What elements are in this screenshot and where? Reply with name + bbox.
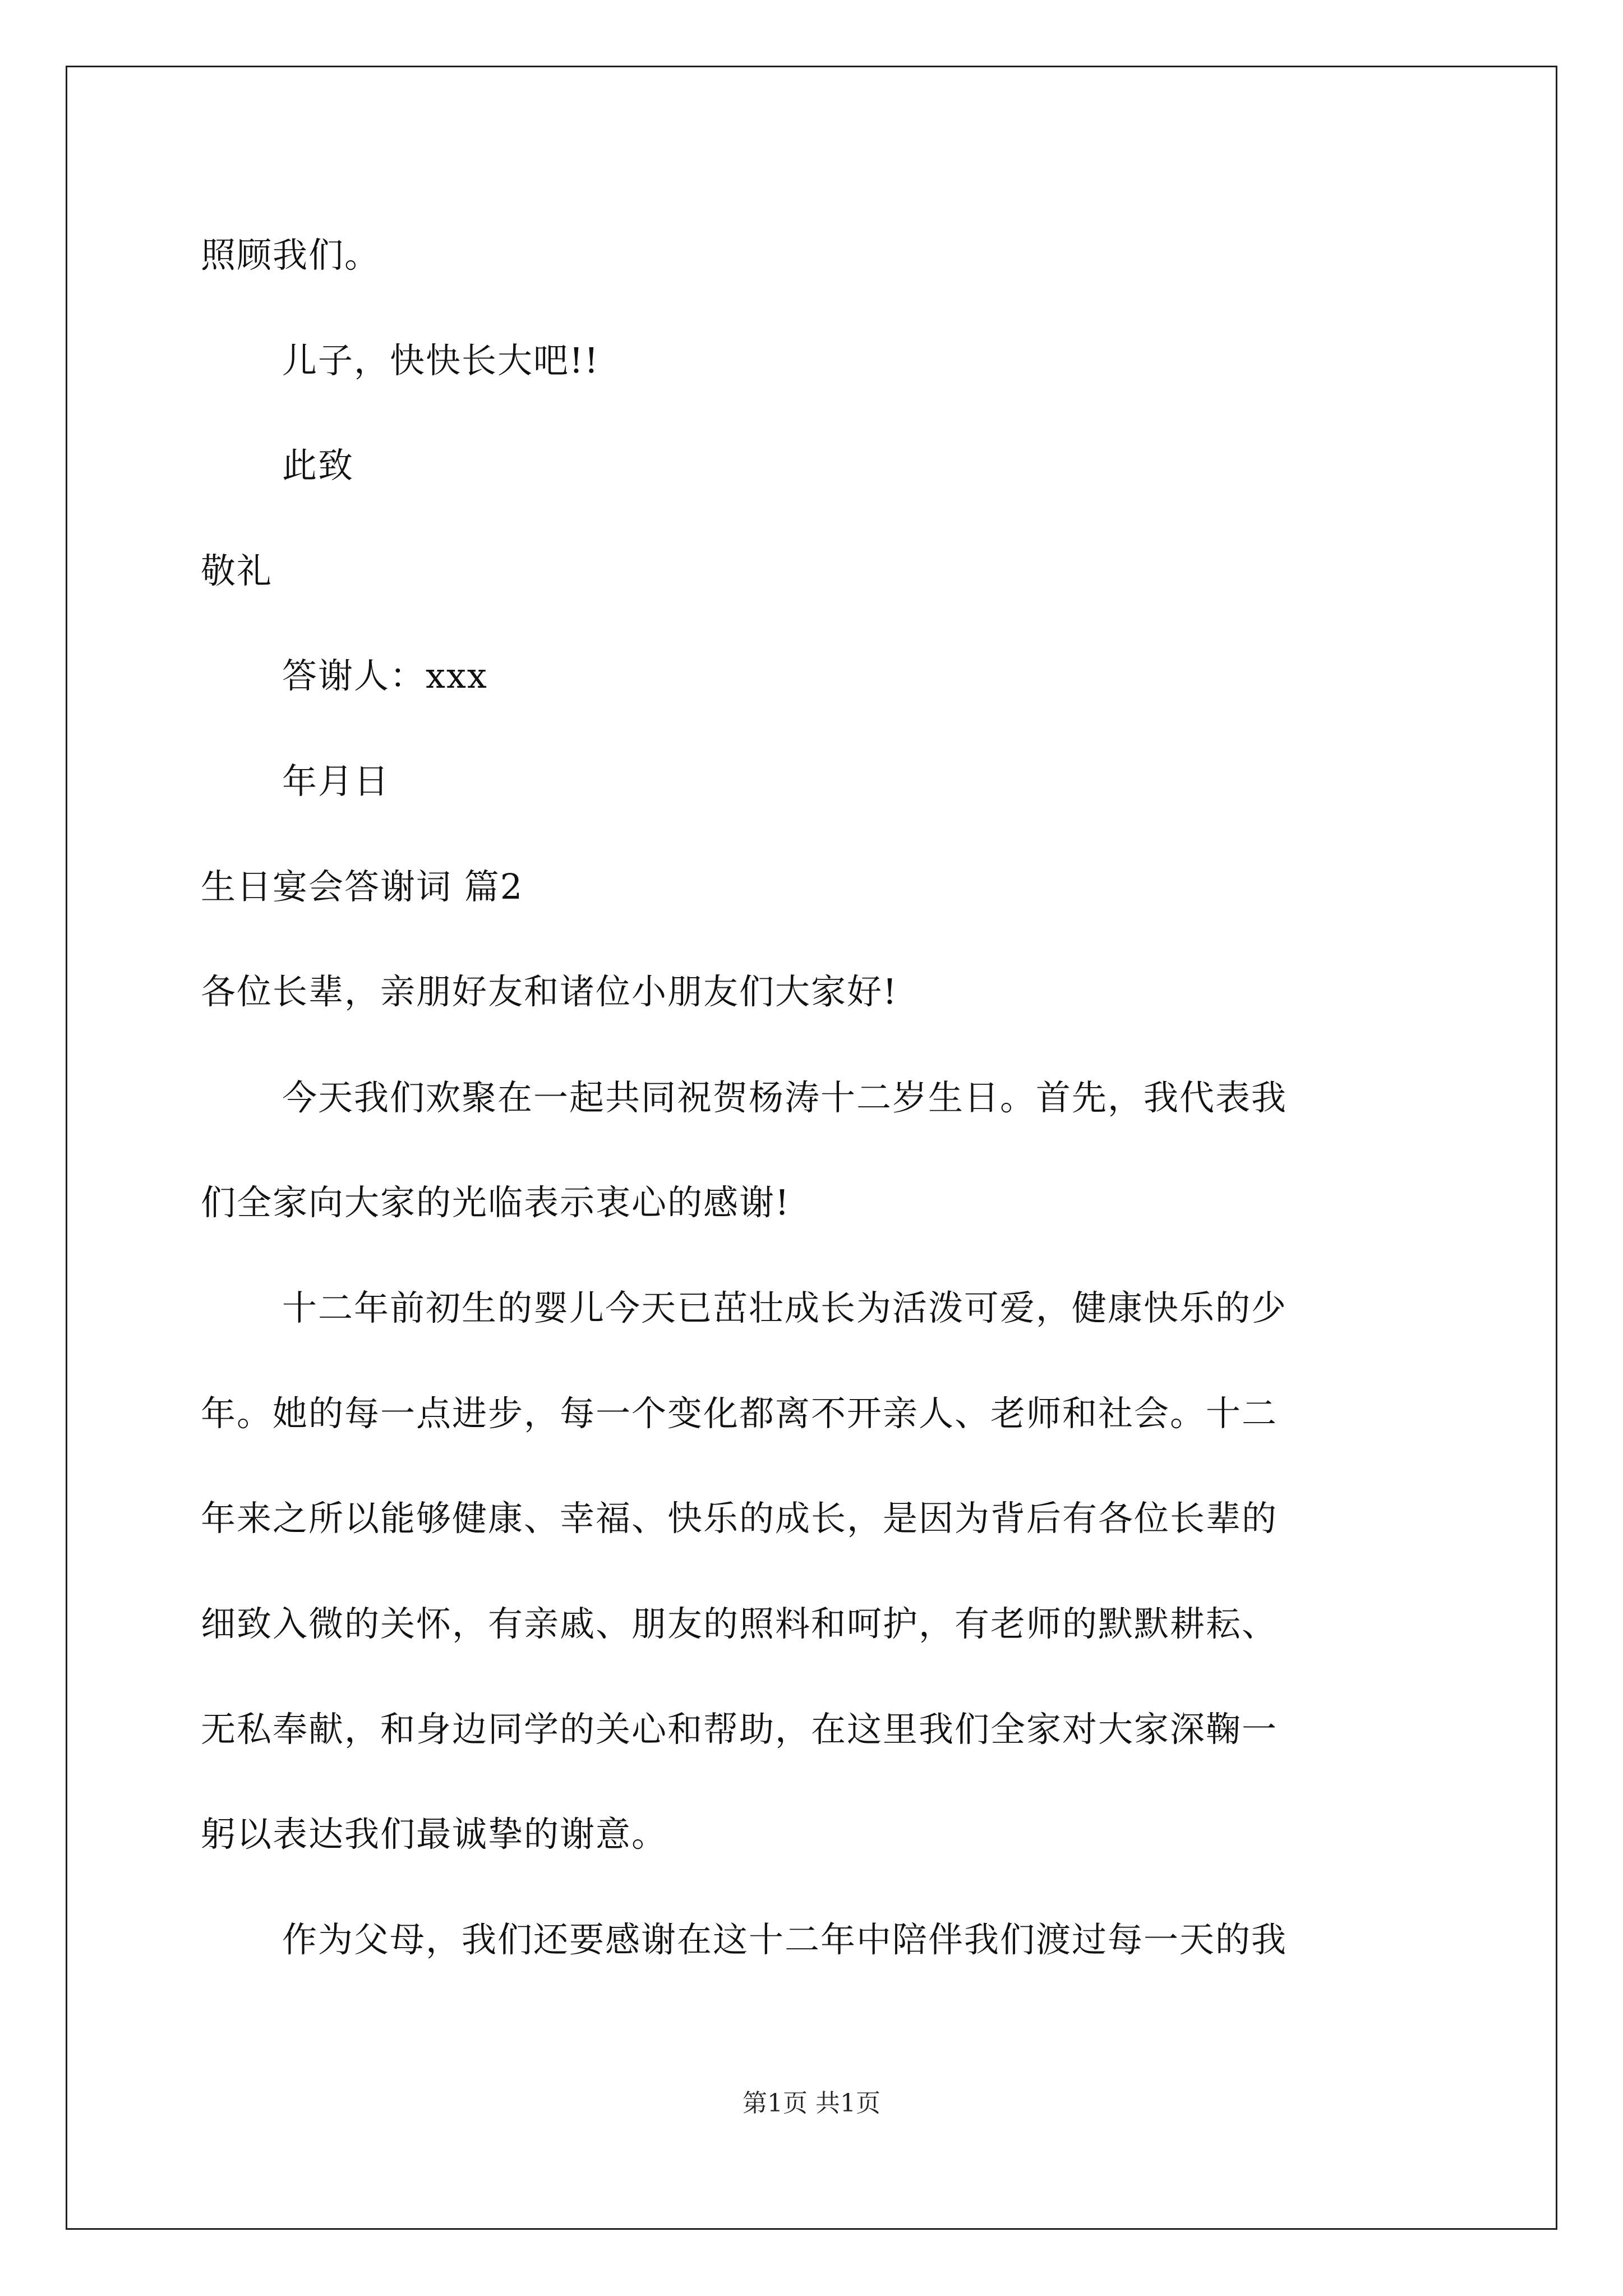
page-footer: 第1页 共1页 <box>743 2089 880 2118</box>
paragraph-2-line-2: 年。她的每一点进步，每一个变化都离不开亲人、老师和社会。十二 <box>201 1393 1278 1434</box>
paragraph-2-line-1: 十二年前初生的婴儿今天已茁壮成长为活泼可爱，健康快乐的少 <box>282 1287 1288 1328</box>
paragraph-2-line-3: 年来之所以能够健康、幸福、快乐的成长，是因为背后有各位长辈的 <box>201 1498 1278 1539</box>
paragraph-3-line-1: 作为父母，我们还要感谢在这十二年中陪伴我们渡过每一天的我 <box>282 1919 1288 1960</box>
text-line-date: 年月日 <box>282 761 390 802</box>
text-line-signer: 答谢人：xxx <box>282 655 488 696</box>
page-border <box>66 66 1557 2230</box>
text-line-regards: 敬礼 <box>201 550 273 591</box>
paragraph-1-line-1: 今天我们欢聚在一起共同祝贺杨涛十二岁生日。首先，我代表我 <box>282 1077 1288 1118</box>
text-line-wish: 儿子，快快长大吧!! <box>282 340 600 381</box>
paragraph-2-line-6: 躬以表达我们最诚挚的谢意。 <box>201 1814 668 1855</box>
paragraph-2-line-4: 细致入微的关怀，有亲戚、朋友的照料和呵护，有老师的默默耕耘、 <box>201 1603 1278 1644</box>
section-heading: 生日宴会答谢词 篇2 <box>201 866 524 907</box>
paragraph-1-line-2: 们全家向大家的光临表示衷心的感谢! <box>201 1182 790 1223</box>
text-line-closing-care: 照顾我们。 <box>201 234 381 275</box>
paragraph-2-line-5: 无私奉献，和身边同学的关心和帮助，在这里我们全家对大家深鞠一 <box>201 1709 1278 1750</box>
text-line-salutation: 此致 <box>282 445 354 486</box>
text-line-greeting: 各位长辈，亲朋好友和诸位小朋友们大家好! <box>201 971 898 1012</box>
